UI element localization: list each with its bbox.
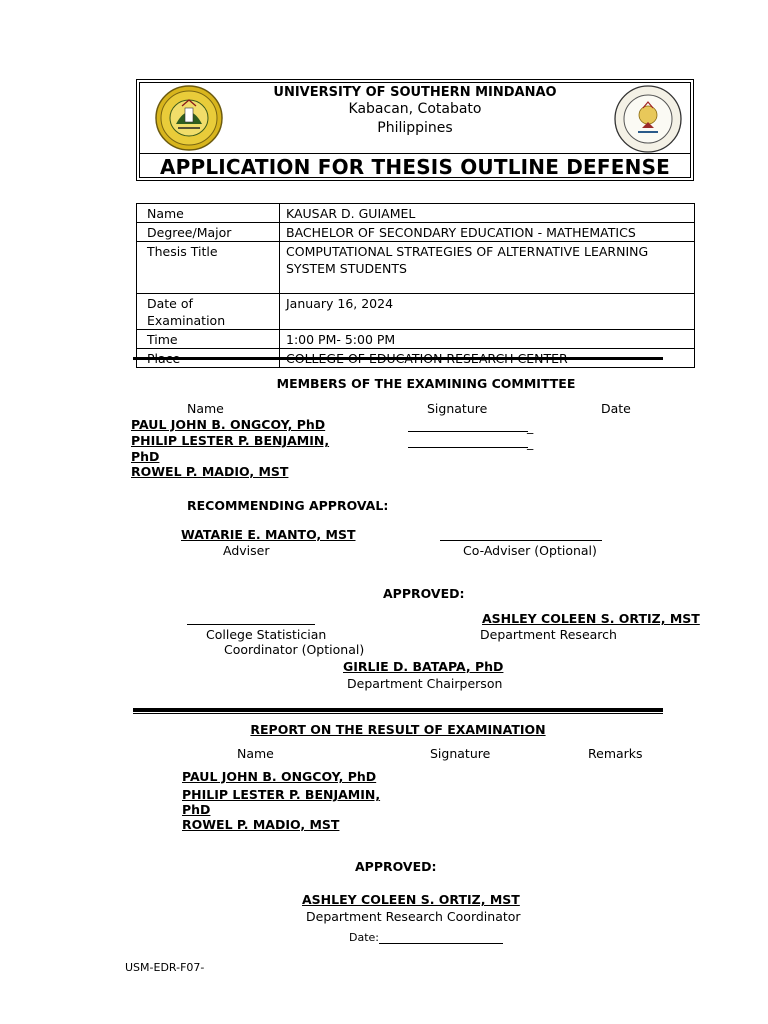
title-divider xyxy=(140,153,690,154)
name-value: KAUSAR D. GUIAMEL xyxy=(280,204,695,223)
approved-heading: APPROVED: xyxy=(383,586,465,601)
signature-suffix-1: _ xyxy=(527,419,534,434)
statistician-signature-line xyxy=(187,624,315,625)
section-divider xyxy=(133,357,663,360)
report-member-2: PHILIP LESTER P. BENJAMIN, xyxy=(182,787,381,802)
report-coordinator-name: ASHLEY COLEEN S. ORTIZ, MST xyxy=(302,892,520,907)
form-title: APPLICATION FOR THESIS OUTLINE DEFENSE xyxy=(159,155,671,179)
report-date-line xyxy=(379,943,503,944)
signature-suffix-2: _ xyxy=(527,435,534,450)
report-approved-heading: APPROVED: xyxy=(355,859,437,874)
chairperson-role: Department Chairperson xyxy=(347,676,503,691)
report-member-1: PAUL JOHN B. ONGCOY, PhD xyxy=(182,769,377,784)
table-row xyxy=(137,294,695,330)
college-of-education-seal-logo xyxy=(613,84,683,154)
table-row xyxy=(137,204,695,223)
committee-col-signature: Signature xyxy=(427,401,488,416)
table-row xyxy=(137,242,695,294)
name-label: Name xyxy=(137,204,280,223)
adviser-name: WATARIE E. MANTO, MST xyxy=(181,527,356,542)
committee-col-name: Name xyxy=(187,401,224,416)
degree-label: Degree/Major xyxy=(137,223,280,242)
adviser-role: Adviser xyxy=(223,543,270,558)
research-coordinator-role: Department Research xyxy=(480,627,617,642)
report-col-name: Name xyxy=(237,746,274,761)
report-member-3: ROWEL P. MADIO, MST xyxy=(182,817,340,832)
report-coordinator-role: Department Research Coordinator xyxy=(306,909,521,924)
university-seal-logo xyxy=(154,84,224,152)
committee-member-2: PHILIP LESTER P. BENJAMIN, xyxy=(131,433,330,448)
committee-heading: MEMBERS OF THE EXAMINING COMMITTEE xyxy=(276,376,576,391)
time-label: Time xyxy=(137,330,280,349)
coadviser-role: Co-Adviser (Optional) xyxy=(463,543,597,558)
degree-value: BACHELOR OF SECONDARY EDUCATION - MATHEMATICS xyxy=(280,223,695,242)
applicant-info-table xyxy=(136,203,695,368)
committee-member-2-suffix: PhD xyxy=(131,449,160,464)
exam-date-value: January 16, 2024 xyxy=(280,294,695,330)
university-city: Kabacan, Cotabato xyxy=(348,101,482,117)
report-date-label: Date: xyxy=(349,931,379,944)
coadviser-signature-line xyxy=(440,540,602,541)
committee-member-1: PAUL JOHN B. ONGCOY, PhD xyxy=(131,417,326,432)
recommending-heading: RECOMMENDING APPROVAL: xyxy=(187,498,389,513)
signature-line-2 xyxy=(408,447,528,448)
report-col-signature: Signature xyxy=(430,746,491,761)
section-divider-thin xyxy=(133,713,663,714)
section-divider-thick xyxy=(133,708,663,712)
form-code: USM-EDR-F07- xyxy=(125,961,205,974)
thesis-title-label: Thesis Title xyxy=(137,242,280,294)
table-row xyxy=(137,330,695,349)
university-name: UNIVERSITY OF SOUTHERN MINDANAO xyxy=(273,85,557,100)
statistician-role-line2: Coordinator (Optional) xyxy=(224,642,365,657)
table-row xyxy=(137,223,695,242)
report-member-2-suffix: PhD xyxy=(182,802,211,817)
signature-line-1 xyxy=(408,431,528,432)
committee-member-3: ROWEL P. MADIO, MST xyxy=(131,464,289,479)
committee-col-date: Date xyxy=(601,401,631,416)
exam-date-label: Date of Examination xyxy=(137,294,280,330)
statistician-role-line1: College Statistician xyxy=(206,627,327,642)
time-value: 1:00 PM- 5:00 PM xyxy=(280,330,695,349)
report-col-remarks: Remarks xyxy=(588,746,643,761)
university-country: Philippines xyxy=(377,120,453,136)
report-heading: REPORT ON THE RESULT OF EXAMINATION xyxy=(250,722,546,737)
chairperson-name: GIRLIE D. BATAPA, PhD xyxy=(343,659,504,674)
thesis-title-value: COMPUTATIONAL STRATEGIES OF ALTERNATIVE LEARNING SYSTEM STUDENTS xyxy=(280,242,695,294)
research-coordinator-name: ASHLEY COLEEN S. ORTIZ, MST xyxy=(482,611,700,626)
